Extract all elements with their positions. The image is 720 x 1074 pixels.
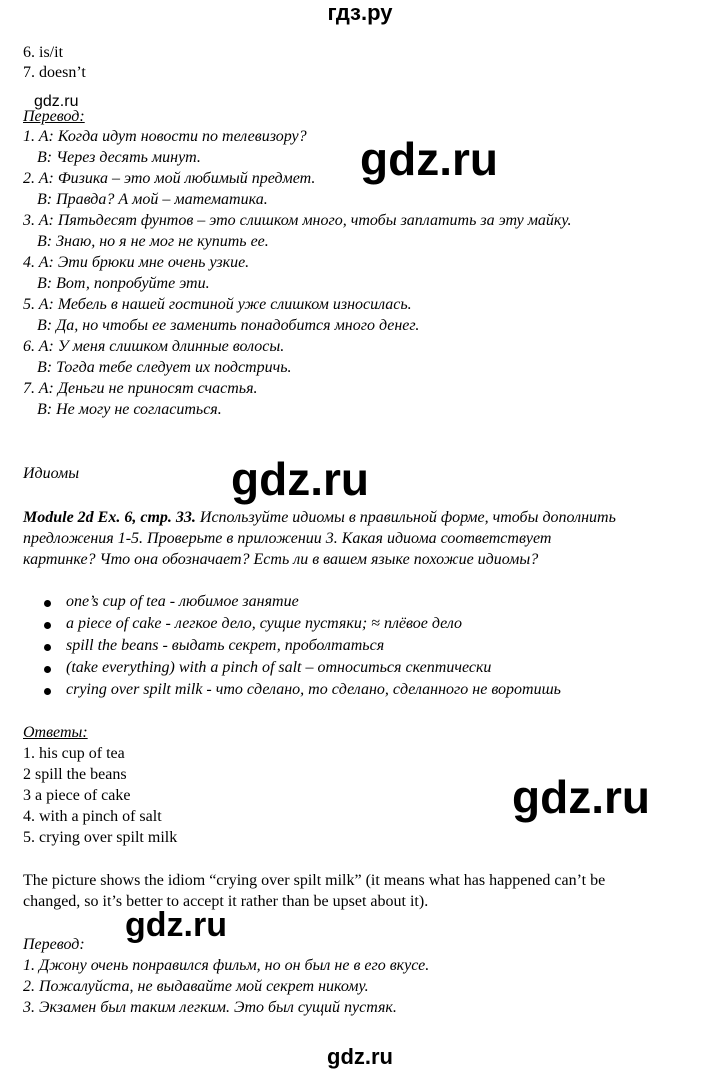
answer-item: 1. his cup of tea [23, 745, 125, 762]
answer-7: 7. doesn’t [23, 64, 86, 81]
answer-6: 6. is/it [23, 44, 64, 61]
task-line-2: предложения 1-5. Проверьте в приложении 3. Какая идиома соответствует [23, 530, 552, 547]
translation-line: B: Правда? А мой – математика. [37, 191, 268, 208]
footer-site: gdz.ru [327, 1044, 393, 1069]
translation2-line: 2. Пожалуйста, не выдавайте мой секрет никому. [23, 978, 369, 995]
idiom-item: (take everything) with a pinch of salt – относиться скептически [66, 659, 492, 676]
translation-line: 1. A: Когда идут новости по телевизору? [23, 128, 307, 145]
idiom-item: a piece of cake - легкое дело, сущие пустяки; ≈ плёвое дело [66, 615, 463, 632]
bullet-icon [44, 688, 51, 695]
translation2-line: 3. Экзамен был таким легким. Это был сущий пустяк. [23, 999, 397, 1016]
task-line-1 [23, 509, 616, 527]
watermark: gdz.ru [360, 133, 498, 185]
translation-line: 4. A: Эти брюки мне очень узкие. [23, 254, 250, 271]
translation-line: B: Не могу не согласиться. [37, 401, 222, 418]
picture-note-line-1: The picture shows the idiom “crying over spilt milk” (it means what has happened can’t be [23, 872, 606, 889]
header-site: гдз.ру [327, 0, 393, 25]
answer-item: 2 spill the beans [23, 766, 127, 783]
answers-heading: Ответы: [23, 724, 88, 741]
translation-line: 6. A: У меня слишком длинные волосы. [23, 338, 285, 355]
bullet-icon [44, 644, 51, 651]
translation-line: 3. A: Пятьдесят фунтов – это слишком много, чтобы заплатить за эту майку. [23, 212, 572, 229]
translation-line: 2. A: Физика – это мой любимый предмет. [23, 170, 316, 187]
translation-line: B: Через десять минут. [37, 149, 201, 166]
translation2-line: 1. Джону очень понравился фильм, но он был не в его вкусе. [23, 957, 430, 974]
bullet-icon [44, 622, 51, 629]
translation-line: 5. A: Мебель в нашей гостиной уже слишком износилась. [23, 296, 412, 313]
translation-line: B: Тогда тебе следует их подстричь. [37, 359, 292, 376]
small-watermark: gdz.ru [34, 93, 79, 110]
answer-item: 4. with a pinch of salt [23, 808, 162, 825]
idioms-heading: Идиомы [23, 465, 80, 482]
watermark: gdz.ru [125, 906, 227, 944]
translation-line: B: Вот, попробуйте эти. [37, 275, 210, 292]
bullet-icon [44, 600, 51, 607]
idiom-item: one’s cup of tea - любимое занятие [66, 593, 299, 610]
watermark: gdz.ru [231, 453, 369, 505]
answer-item: 3 a piece of cake [23, 787, 131, 804]
task-reference: Module 2d Ex. 6, стр. 33. [23, 509, 196, 526]
watermark: gdz.ru [512, 771, 650, 823]
idiom-item: crying over spilt milk - что сделано, то сделано, сделанного не воротишь [66, 681, 561, 698]
bullet-icon [44, 666, 51, 673]
translation-line: B: Да, но чтобы ее заменить понадобится много денег. [37, 317, 420, 334]
translation2-heading: Перевод: [23, 936, 85, 953]
answer-item: 5. crying over spilt milk [23, 829, 178, 846]
task-line-3: картинке? Что она обозначает? Есть ли в вашем языке похожие идиомы? [23, 551, 539, 568]
picture-note-line-2: changed, so it’s better to accept it rather than be upset about it). [23, 893, 429, 910]
translation-heading: Перевод: [23, 108, 85, 125]
translation-line: B: Знаю, но я не мог не купить ее. [37, 233, 269, 250]
translation-line: 7. A: Деньги не приносят счастья. [23, 380, 258, 397]
idiom-item: spill the beans - выдать секрет, проболтаться [66, 637, 385, 654]
task-text: Используйте идиомы в правильной форме, чтобы дополнить [199, 509, 616, 526]
